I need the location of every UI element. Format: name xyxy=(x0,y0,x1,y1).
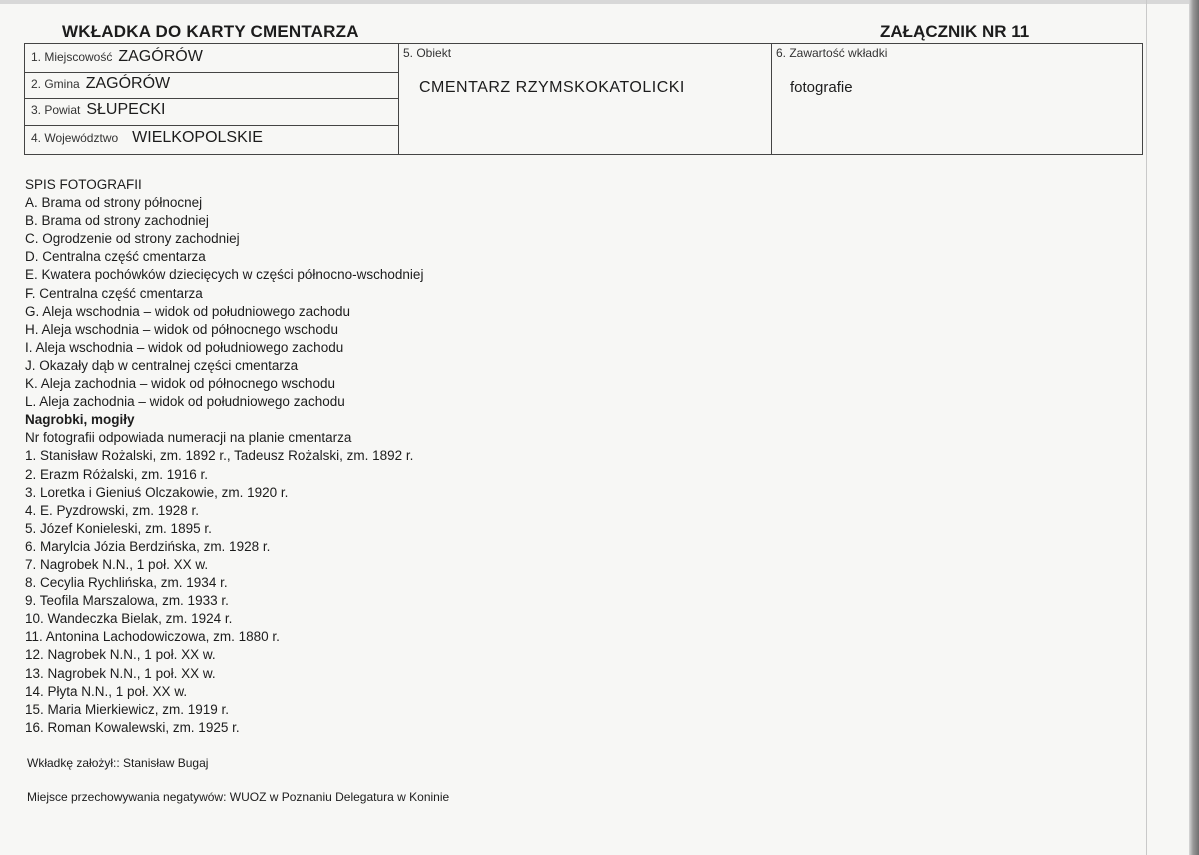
list-item: 6. Marylcia Józia Berdzińska, zm. 1928 r. xyxy=(25,538,271,554)
list-item: G. Aleja wschodnia – widok od południowego zachodu xyxy=(25,303,350,319)
list-item: J. Okazały dąb w centralnej części cmentarza xyxy=(25,357,299,373)
card-info-table xyxy=(24,43,1143,155)
table-divider xyxy=(771,44,772,155)
contents-label: 6. Zawartość wkładki xyxy=(776,46,888,60)
list-item: F. Centralna część cmentarza xyxy=(25,285,203,301)
scan-fold-line xyxy=(1146,0,1147,855)
list-item: I. Aleja wschodnia – widok od południowego zachodu xyxy=(25,339,344,355)
graves-heading: Nagrobki, mogiły xyxy=(25,412,135,428)
graves-note: Nr fotografii odpowiada numeracji na planie cmentarza xyxy=(25,430,352,446)
list-item: C. Ogrodzenie od strony zachodniej xyxy=(25,231,240,247)
list-item: 14. Płyta N.N., 1 poł. XX w. xyxy=(25,683,188,699)
photo-list xyxy=(25,176,423,737)
table-divider xyxy=(398,44,399,155)
list-item: 9. Teofila Marszalowa, zm. 1933 r. xyxy=(25,593,229,609)
field-value: SŁUPECKI xyxy=(86,101,166,118)
document-title: WKŁADKA DO KARTY CMENTARZA xyxy=(62,22,359,41)
field-value: ZAGÓRÓW xyxy=(118,48,203,65)
field-value: ZAGÓRÓW xyxy=(85,75,171,92)
list-item: 5. Józef Konieleski, zm. 1895 r. xyxy=(25,520,212,536)
list-item: B. Brama od strony zachodniej xyxy=(25,213,209,229)
list-item: K. Aleja zachodnia – widok od północnego wschodu xyxy=(25,376,335,392)
field-county xyxy=(31,101,166,119)
list-item: 12. Nagrobek N.N., 1 poł. XX w. xyxy=(25,647,216,663)
contents-value: fotografie xyxy=(790,79,853,96)
table-divider xyxy=(25,98,398,99)
list-item: 2. Erazm Różalski, zm. 1916 r. xyxy=(25,466,209,482)
list-item: D. Centralna część cmentarza xyxy=(25,249,206,265)
founder-note: Wkładkę założył:: Stanisław Bugaj xyxy=(27,756,209,770)
field-label: 3. Powiat xyxy=(31,103,81,117)
list-item: 10. Wandeczka Bielak, zm. 1924 r. xyxy=(25,611,233,627)
list-item: 15. Maria Mierkiewicz, zm. 1919 r. xyxy=(25,701,230,717)
list-item: 11. Antonina Lachodowiczowa, zm. 1880 r. xyxy=(25,629,280,645)
list-item: E. Kwatera pochówków dziecięcych w części północno-wschodniej xyxy=(25,267,424,283)
field-commune xyxy=(31,75,170,93)
object-value: CMENTARZ RZYMSKOKATOLICKI xyxy=(419,79,685,96)
list-item: A. Brama od strony północnej xyxy=(25,195,203,211)
list-item: 16. Roman Kowalewski, zm. 1925 r. xyxy=(25,719,240,735)
annex-number: ZAŁĄCZNIK NR 11 xyxy=(880,22,1030,41)
list-item: 1. Stanisław Rożalski, zm. 1892 r., Tadeusz Rożalski, zm. 1892 r. xyxy=(25,448,414,464)
object-label: 5. Obiekt xyxy=(403,46,452,60)
table-divider xyxy=(25,125,398,126)
list-item: 8. Cecylia Rychlińska, zm. 1934 r. xyxy=(25,575,228,591)
list-item: 4. E. Pyzdrowski, zm. 1928 r. xyxy=(25,502,200,518)
list-item: H. Aleja wschodnia – widok od północnego wschodu xyxy=(25,321,338,337)
storage-note: Miejsce przechowywania negatywów: WUOZ w Poznaniu Delegatura w Koninie xyxy=(27,790,450,804)
list-item: 13. Nagrobek N.N., 1 poł. XX w. xyxy=(25,665,216,681)
list-item: 3. Loretka i Gieniuś Olczakowie, zm. 1920 r. xyxy=(25,484,289,500)
field-label: 4. Województwo xyxy=(31,131,119,145)
list-item: 7. Nagrobek N.N., 1 poł. XX w. xyxy=(25,556,209,572)
list-item: L. Aleja zachodnia – widok od południowego zachodu xyxy=(25,394,345,410)
field-label: 1. Miejscowość xyxy=(31,50,113,64)
scan-right-edge xyxy=(1189,0,1199,855)
field-value: WIELKOPOLSKIE xyxy=(132,129,263,146)
scan-top-edge xyxy=(0,0,1199,4)
field-label: 2. Gmina xyxy=(31,77,80,91)
field-voivodeship xyxy=(31,129,263,147)
field-locality xyxy=(31,48,203,66)
table-divider xyxy=(25,72,398,73)
list-heading: SPIS FOTOGRAFII xyxy=(25,177,142,192)
